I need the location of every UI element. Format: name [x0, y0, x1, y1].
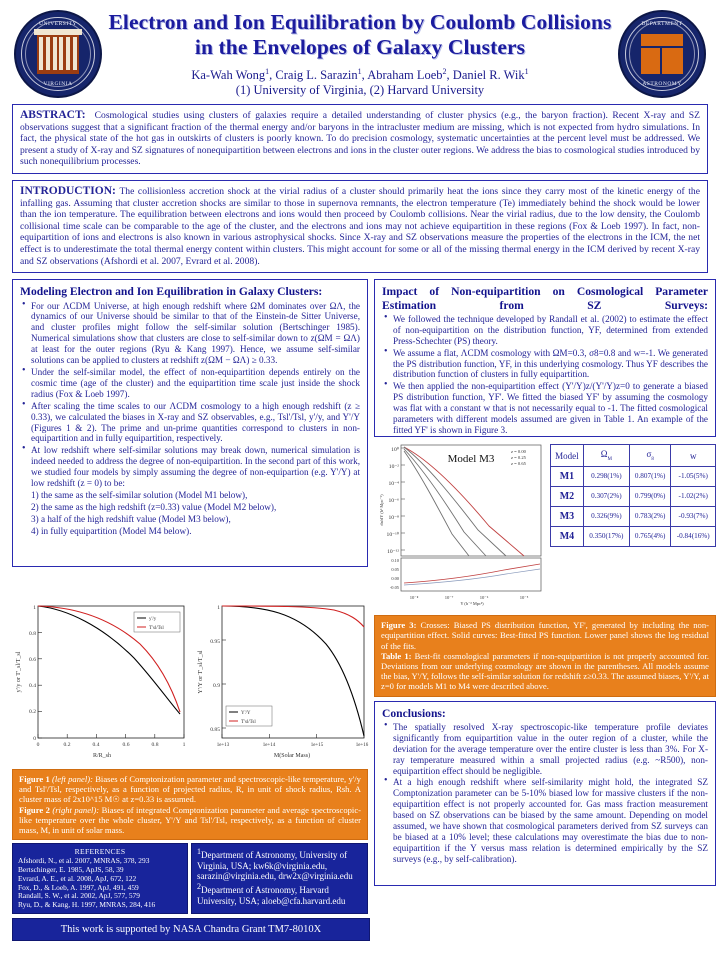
cell-omega-m: 0.350(17%) — [583, 526, 629, 546]
table1-wrapper — [550, 440, 716, 613]
figure-2-chart — [192, 596, 372, 767]
cell-w: -0.84(16%) — [671, 526, 716, 546]
reference-item: Evrard, A. E., et al. 2008, ApJ, 672, 122 — [18, 873, 137, 883]
svg-text:0.8: 0.8 — [151, 742, 159, 748]
impact-bullet-list — [382, 314, 708, 436]
cell-model: M4 — [551, 526, 584, 546]
seal-top-text: DEPARTMENT — [641, 21, 683, 27]
figure-1-xlabel: R/R_sh — [92, 753, 112, 759]
svg-text:0.05: 0.05 — [391, 567, 399, 573]
cell-sigma8: 0.799(0%) — [629, 486, 671, 506]
table1-caption-line — [381, 651, 709, 692]
figure3-label: Figure 3: — [381, 620, 417, 631]
svg-text:0.00: 0.00 — [391, 576, 399, 582]
funding-banner: This work is supported by NASA Chandra Grant TM7-8010X — [12, 918, 370, 941]
abstract-text — [20, 110, 700, 168]
svg-text:10⁻⁷: 10⁻⁷ — [444, 595, 454, 601]
cell-omega-m: 0.307(2%) — [583, 486, 629, 506]
svg-text:z = 0.00: z = 0.00 — [511, 449, 526, 455]
page-title-line-1: Electron and Ion Equilibration by Coulomb Collisions — [108, 9, 612, 34]
svg-text:0.4: 0.4 — [29, 683, 36, 689]
figure1-panel: (left panel): — [52, 774, 93, 784]
impact-box — [374, 279, 716, 437]
table-row — [551, 466, 716, 486]
svg-text:z = 0.25: z = 0.25 — [511, 455, 526, 461]
observatory-dome-icon — [641, 34, 683, 74]
list-item: • We followed the technique developed by Randall et al. (2002) to estimate the effect of non-equipartition on the distribution function, YF, determined from extended Press-Schechter (PS) theory. — [393, 314, 708, 347]
cell-sigma8: 0.807(1%) — [629, 466, 671, 486]
reference-item: Randall, S. W., et al. 2002, ApJ, 577, 579 — [18, 891, 140, 901]
cell-w: -0.93(7%) — [671, 506, 716, 526]
left-column — [12, 279, 368, 567]
table-row — [551, 526, 716, 546]
figure2-panel: (right panel): — [52, 804, 100, 815]
svg-text:z = 0.65: z = 0.65 — [511, 461, 526, 467]
seal-bottom-text: VIRGINIA — [43, 81, 73, 87]
svg-text:0: 0 — [36, 742, 40, 748]
svg-text:10⁻⁸: 10⁻⁸ — [409, 595, 419, 601]
figures-1-2-block — [12, 596, 372, 941]
list-item: 2) the same as the high redshift (z=0.33) value (Model M2 below), — [31, 501, 277, 512]
conclusions-bullet-list — [382, 722, 708, 865]
parameters-table — [550, 444, 716, 547]
figure-1-chart — [12, 596, 192, 767]
svg-text:0.4: 0.4 — [92, 742, 100, 748]
col-model: Model — [551, 445, 584, 467]
cell-omega-m: 0.326(9%) — [583, 506, 629, 526]
list-item: • After scaling the time scales to our ΛCDM cosmology to a high enough redshift (z ≥ 0.33), we calculated the biases in X-ray and SZ observables, e.g., Tsl'/Tsl, y'/y, and Y'/Y (Figures 1 & 2). The prime and un-prime quantities correspond to clusters in non-equipartition and in fully equipartition, respectively. — [31, 401, 360, 445]
svg-text:10⁻¹²: 10⁻¹² — [387, 549, 399, 556]
list-item: • The spatially resolved X-ray spectroscopic-like temperature profile deviates significantly from equipartition value in the outer region of a cluster, while the deviation for the average temperature over the entire cluster is less than 3%. For X-ray temperature measured within a small projected radius (e.g. ~R500), non-equipartition effect should be negligible. — [393, 722, 708, 777]
cell-model: M3 — [551, 506, 584, 526]
svg-text:0.85: 0.85 — [210, 727, 220, 733]
cell-sigma8: 0.783(2%) — [629, 506, 671, 526]
author-list: Ka-Wah Wong$^1$, Craig L. Sarazin$^1$, Abraham Loeb$^2$, Daniel R. Wik$^1$ — [191, 66, 529, 83]
abstract-box — [12, 104, 708, 174]
references-box — [12, 843, 188, 914]
svg-text:Y'/Y: Y'/Y — [241, 711, 251, 716]
cell-model: M2 — [551, 486, 584, 506]
svg-text:1e+14: 1e+14 — [262, 743, 276, 748]
figure-3-legend — [511, 449, 527, 466]
cell-w: -1.05(5%) — [671, 466, 716, 486]
introduction-text — [20, 186, 700, 267]
impact-title: Impact of Non-equipartition on Cosmological Parameter Estimation from SZ Surveys: — [382, 285, 708, 312]
svg-text:T'sl/Tsl: T'sl/Tsl — [149, 626, 164, 631]
page-title-line-2: in the Envelopes of Galaxy Clusters — [194, 34, 526, 59]
reference-item: Ryu, D., & Kang, H. 1997, MNRAS, 284, 416 — [18, 900, 156, 910]
list-item: • At low redshift where self-similar solutions may break down, numerical simulation is indeed needed to address the degree of non-equipartition. In the second part of this work, we studied four models by simply assuming the degree of non-equipartion (e.g. Y'/Y) at low redshift (z = 0) to be: — [31, 445, 360, 489]
reference-item: Bertschinger, E. 1985, ApJS, 58, 39 — [18, 865, 124, 875]
svg-text:dn/dY (h³ Mpc⁻³): dn/dY (h³ Mpc⁻³) — [379, 494, 384, 526]
figure2-caption-text: Biases of integrated Comptonization parameter and average spectroscopic-like temperature over the whole cluster, Y'/Y and Tsl'/Tsl, respectively, as a function of cluster mass, M, in unit of solar mass. — [19, 804, 362, 836]
seal-bottom-text: ASTRONOMY — [642, 81, 682, 87]
figure-3-svg — [374, 440, 546, 608]
title-block — [102, 10, 618, 98]
svg-text:-0.05: -0.05 — [389, 585, 399, 591]
figure-3-chart — [374, 440, 546, 613]
figure1-2-caption — [12, 769, 368, 840]
col-sigma8: $\sigma_8$ — [629, 445, 671, 467]
cell-sigma8: 0.765(4%) — [629, 526, 671, 546]
abstract-label: ABSTRACT: — [20, 109, 86, 121]
list-item: 4) in fully equipartition (Model M4 below). — [31, 525, 192, 536]
figure2-caption-line — [19, 805, 361, 836]
svg-text:y'/y: y'/y — [149, 617, 157, 622]
svg-text:10⁻¹⁰: 10⁻¹⁰ — [386, 532, 399, 539]
svg-text:10⁻⁸: 10⁻⁸ — [388, 515, 399, 522]
modeling-title: Modeling Electron and Ion Equilibration in Galaxy Clusters: — [20, 285, 323, 299]
address-line: Virginia, USA; kw6k@virginia.edu, — [197, 860, 328, 871]
svg-text:1e+13: 1e+13 — [216, 743, 230, 748]
list-item: • At a high enough redshift where self-similarity might hold, the integrated SZ Comptonization parameter can be 5-10% biased low for massive clusters if the non-equipartition effect is not properly accounted for. Gas mass fraction measurement based on SZ observations can be biased by the same amount. Depending on model assumed, we have shown that cosmological parameters derived from SZ surveys can be biased at a 10% level; these calculations may overestimate the bias due to non-equipartition if the Y versus mass relation is determined empirically by the SZ surveys (e.g., by self-calibration). — [393, 777, 708, 864]
table1-caption-text: Best-fit cosmological parameters if non-equipartition is not properly accounted for. Deviations from our underlying cosmology are shown in the parentheses. All models assume the bias, Y'/Y, follows the self-similar solution for redshift z≥0.33. The assumed biases, Y'/Y, at z=0 for models M1 to M4 were described above. — [381, 650, 710, 692]
svg-text:1e+16: 1e+16 — [355, 743, 369, 748]
seal-top-text: UNIVERSITY — [39, 21, 77, 27]
figure3-table-row — [374, 440, 716, 613]
svg-text:10⁻⁶: 10⁻⁶ — [388, 498, 399, 505]
references-row — [12, 843, 372, 914]
svg-text:0.2: 0.2 — [63, 742, 71, 748]
addresses-box — [191, 843, 368, 914]
svg-text:10⁻²: 10⁻² — [388, 464, 399, 471]
figure-2-xlabel: M(Solar Mass) — [273, 753, 311, 759]
figure3-caption-text: Crosses: Biased PS distribution function, YF', generated by including the non-equipartition effect. Solid curves: Best-fitted PS function. Lower panel shows the log residual of the fits. — [381, 620, 709, 651]
svg-text:Y (h⁻² Mpc²): Y (h⁻² Mpc²) — [460, 601, 484, 607]
svg-text:0.2: 0.2 — [29, 709, 36, 715]
table1-label: Table 1: — [381, 650, 412, 661]
figure1-caption-text: Biases of Comptonization parameter and spectroscopic-like temperature, y'/y and Tsl'/Tsl, respectively, as a function of projected radius, R, in unit of shock radius, Rsh. A cluster mass of 2x10^15 M☉ at z=0.33 is assumed. — [19, 774, 361, 805]
list-item: 1) the same as the self-similar solution (Model M1 below), — [31, 489, 248, 500]
svg-text:10⁰: 10⁰ — [391, 447, 399, 454]
svg-text:0: 0 — [33, 736, 36, 742]
list-item: • For our ΛCDM Universe, at high enough redshift where ΩM dominates over ΩΛ, the dynamics of our Universe should be similar to that of the Einstein-de Sitter Universe, and cluster profiles might follow the self-similar solution (Bertschinger 1985). Numerical simulations show that clusters are close to self-similar down to z(ΩM = ΩΛ) at least for the outer regions (Ryu & Kang 1997). Hence, we assume self-similar solutions can be applied to clusters at redshift z(ΩM − ΩΛ) ≥ 0.33. — [31, 301, 360, 366]
svg-text:1: 1 — [217, 605, 220, 611]
reference-item: Afshordi, N., et al. 2007, MNRAS, 378, 293 — [18, 856, 150, 866]
figure3-table1-caption — [374, 615, 716, 696]
figure3-caption-line — [381, 620, 709, 651]
figure-3-title: Model M3 — [447, 453, 495, 466]
introduction-label: INTRODUCTION: — [20, 184, 116, 197]
conclusions-box — [374, 701, 716, 886]
rotunda-icon — [37, 34, 79, 74]
figures-row — [12, 596, 372, 767]
table-row — [551, 486, 716, 506]
svg-text:0.8: 0.8 — [29, 631, 36, 637]
abstract-body: Cosmological studies using clusters of galaxies require a detailed understanding of cluster physics (e.g., the baryon fraction). Recent X-ray and SZ observations suggest that a significant fraction of the thermal energy and/or baryons in the intracluster medium are missing, which is not expected from hydro simulations. In fact, the physical state of the hot gas in outskirts of clusters is poorly known. To do precision cosmology, systematic uncertainties at the percent level must be addressed. We present a study of X-ray and SZ signatures of nonequipartition between electrons and ions in the cluster outer regions. We address the bias to cosmological studies introduced by such nonequilibrium processes. — [20, 110, 700, 168]
figure1-caption-line — [19, 774, 361, 805]
introduction-box — [12, 180, 708, 273]
introduction-body: The collisionless accretion shock at the virial radius of a cluster should primarily heat the ions since they carry most of the kinetic energy of the infalling gas. Assuming that cluster accretion shocks are similar to those in supernova remnants, the electron temperature (Te) immediately behind the shock would be lower than the ion temperature. The equilibration between electrons and ions would then proceed by Coulomb collisions. Near the virial radius, due to the low density, the Coulomb collisional time scale can be comparable to the age of the cluster, and the electrons and ions may not achieve equipartition in these regions (Fox & Loeb 1997). In fact, non-equipartition of ions and electrons is also known in various astrophysical shocks. Since X-ray and SZ observations measure the properties of the electrons in the ICM, the net effect is to underestimate the total thermal energy content within clusters. This might account for some or all of the missing thermal energy in the ICM derived by recent X-ray and SZ observations (Afshordi et al. 2007, Evrard et al. 2008). — [20, 185, 700, 267]
figure1-label: Figure 1 — [19, 774, 50, 784]
cell-w: -1.02(2%) — [671, 486, 716, 506]
svg-text:1e+15: 1e+15 — [310, 743, 324, 748]
cell-model: M1 — [551, 466, 584, 486]
address-line: $^1$Department of Astronomy, University of — [197, 847, 348, 861]
poster-header — [8, 4, 712, 102]
svg-text:10⁻⁴: 10⁻⁴ — [388, 481, 399, 488]
modeling-bullet-list — [20, 301, 360, 537]
svg-text:1: 1 — [182, 742, 186, 748]
svg-text:1: 1 — [33, 605, 36, 611]
col-omega-m: $\Omega_M$ — [583, 445, 629, 467]
svg-text:0.95: 0.95 — [210, 639, 220, 645]
figure-1-ylabel: y'/y or T'_sl/T_sl — [16, 651, 22, 693]
address-line: University, USA; aloeb@cfa.harvard.edu — [197, 895, 346, 906]
figure-2-svg — [192, 596, 372, 762]
table-header-row — [551, 445, 716, 467]
table-row — [551, 506, 716, 526]
figure2-label: Figure 2 — [19, 804, 50, 815]
figure-1-svg — [12, 596, 192, 762]
list-item: • We assume a flat, ΛCDM cosmology with ΩM=0.3, σ8=0.8 and w=-1. We generated the PS distribution function, YF, in this underlying cosmology. Thus YF describes the distribution function of clusters in fully equipartition. — [393, 348, 708, 381]
references-header: REFERENCES — [74, 847, 126, 857]
department-of-astronomy-seal — [618, 10, 706, 98]
svg-text:0.9: 0.9 — [213, 683, 220, 689]
affiliation-line: (1) University of Virginia, (2) Harvard University — [235, 83, 485, 98]
svg-text:0.10: 0.10 — [391, 558, 399, 564]
address-line: sarazin@virginia.edu, drw2x@virginia.edu — [197, 871, 353, 882]
svg-text:T'sl/Tsl: T'sl/Tsl — [241, 720, 256, 725]
svg-text:10⁻⁶: 10⁻⁶ — [479, 595, 489, 601]
cell-omega-m: 0.298(1%) — [583, 466, 629, 486]
svg-text:10⁻⁵: 10⁻⁵ — [519, 595, 529, 601]
col-w: w — [671, 445, 716, 467]
figure-2-ylabel: Y'/Y or T'_sl/T_sl — [198, 650, 204, 694]
modeling-box — [12, 279, 368, 567]
university-of-virginia-seal — [14, 10, 102, 98]
address-line: $^2$Department of Astronomy, Harvard — [197, 882, 329, 895]
reference-item: Fox, D., & Loeb, A. 1997, ApJ, 491, 459 — [18, 882, 139, 892]
conclusions-title: Conclusions: — [382, 706, 446, 720]
list-item: • Under the self-similar model, the effect of non-equipartition depends entirely on the cosmic time (age of the cluster) and the equipartition time scale just inside the shock radius (Fox & Loeb 1997). — [31, 367, 360, 400]
list-item: • We then applied the non-equipartition effect (Y'/Y)z/(Y'/Y)z=0 to generate a biased PS distribution function, YF'. We fitted the biased YF' by assuming the cosmology was flat with a constant w that is not necessarily equal to -1. The fitted cosmological parameters with different models assumed are given in Table 1. An example of the fitted YF' is shown in Figure 3. — [393, 381, 708, 436]
svg-text:0.6: 0.6 — [29, 657, 36, 663]
list-item: 3) a half of the high redshift value (Model M3 below), — [31, 513, 231, 524]
svg-text:0.6: 0.6 — [122, 742, 130, 748]
right-column — [374, 279, 716, 885]
